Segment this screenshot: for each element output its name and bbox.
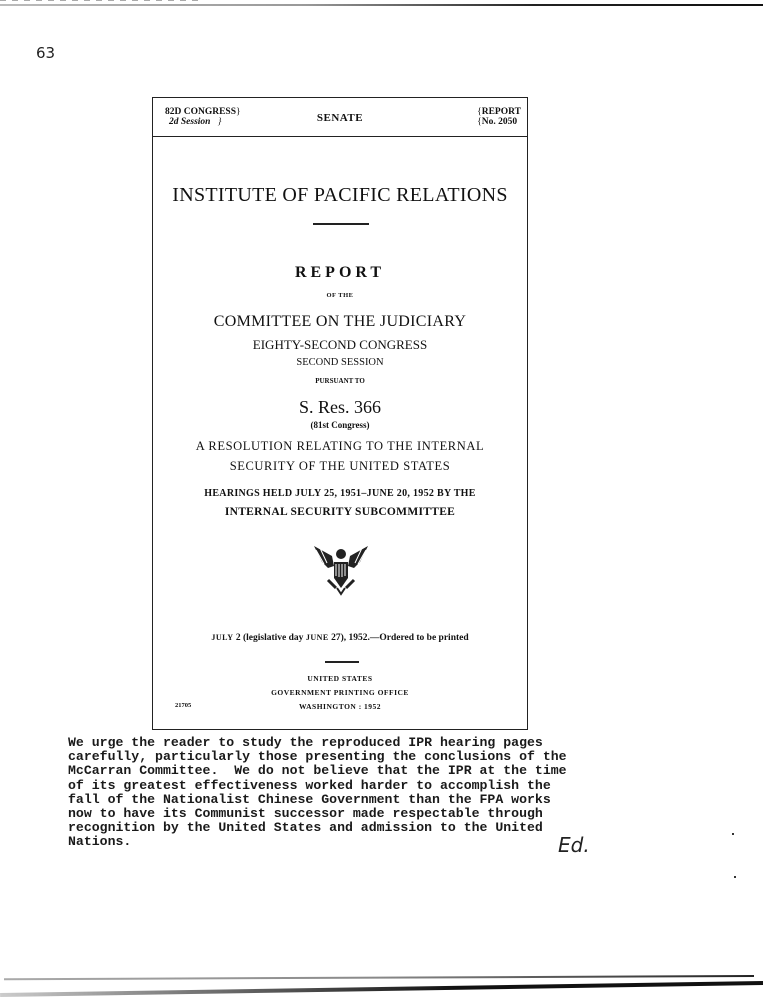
title-divider (313, 223, 369, 225)
note-line: now to have its Communist successor made respectable through (68, 806, 543, 822)
chamber-label: SENATE (316, 112, 364, 124)
eagle-seal-icon (310, 542, 372, 598)
resolution-title-line-1: A RESOLUTION RELATING TO THE INTERNAL (195, 439, 485, 453)
scan-artifact-top-edge (0, 4, 763, 6)
editor-signature: Ed. (558, 833, 590, 857)
resolution-congress: (81st Congress) (310, 420, 370, 430)
note-line: fall of the Nationalist Chinese Government than the FPA works (68, 791, 551, 807)
print-number: 21705 (175, 702, 192, 709)
note-line: carefully, particularly those presenting the conclusions of the (68, 749, 567, 765)
scan-artifact-bottom-edge (4, 975, 754, 980)
resolution-title-line-2: SECURITY OF THE UNITED STATES (229, 459, 451, 473)
editor-note (68, 736, 628, 850)
note-line: We urge the reader to study the reproduced IPR hearing pages (68, 735, 543, 750)
cover-header (153, 98, 527, 137)
resolution-number: S. Res. 366 (298, 397, 381, 417)
scan-speck (734, 876, 736, 878)
ordered-month-1: JULY (211, 633, 234, 642)
print-order-line (153, 633, 527, 643)
congress-label: 82D CONGRESS (165, 107, 236, 117)
congress-number: EIGHTY-SECOND CONGRESS (252, 337, 428, 352)
note-line: McCarran Committee. We do not believe that the IPR at the time (68, 763, 567, 779)
ordered-text-2: 27), 1952.—Ordered to be printed (328, 633, 469, 643)
congress-session-label: 82D CONGRESS} 2d Session } (165, 107, 241, 127)
imprint-line-1: UNITED STATES (307, 674, 373, 683)
report-cover-frame (152, 97, 528, 730)
report-number: No. 2050 (481, 117, 518, 127)
resolution-title (153, 436, 527, 476)
scan-artifact-top-dashes (0, 0, 200, 1)
note-line: Nations. (68, 834, 132, 850)
document-title: INSTITUTE OF PACIFIC RELATIONS (172, 184, 508, 206)
imprint-line-3: WASHINGTON : 1952 (298, 702, 382, 711)
report-number-label: {REPORT {No. 2050 (477, 107, 521, 127)
scan-speck (732, 833, 734, 835)
report-label: REPORT (481, 107, 521, 117)
imprint-line-2: GOVERNMENT PRINTING OFFICE (271, 688, 409, 697)
session-name: SECOND SESSION (296, 357, 384, 368)
note-line: recognition by the United States and admission to the United (68, 820, 543, 836)
committee-name: COMMITTEE ON THE JUDICIARY (213, 313, 467, 330)
ordered-month-2: JUNE (305, 633, 329, 642)
subcommittee-name: INTERNAL SECURITY SUBCOMMITTEE (224, 506, 456, 518)
session-label: 2d Session (169, 117, 211, 127)
scan-artifact-bottom-edge (0, 981, 763, 997)
hearings-dates: HEARINGS HELD JULY 25, 1951–JUNE 20, 1952 BY THE (204, 488, 476, 499)
note-line: of its greatest effectiveness worked harder to accomplish the (68, 777, 551, 793)
imprint-divider (325, 661, 359, 663)
pursuant-to-label: PURSUANT TO (315, 377, 365, 385)
report-heading: REPORT (294, 264, 386, 281)
of-the-label: OF THE (326, 292, 354, 299)
page-number: 63 (36, 44, 56, 62)
ordered-text-1: 2 (legislative day (233, 633, 306, 643)
